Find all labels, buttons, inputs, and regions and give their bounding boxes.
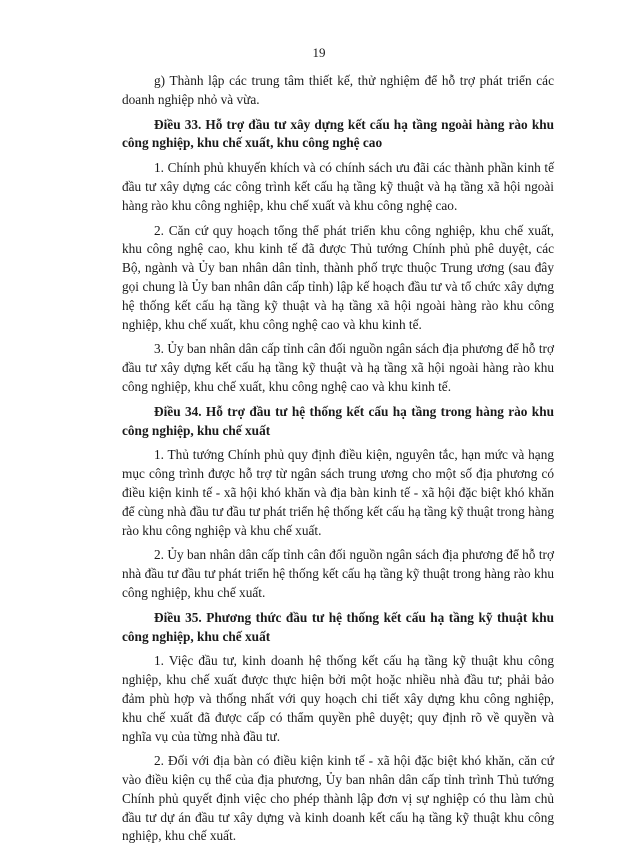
article-33-clause-1: 1. Chính phủ khuyến khích và có chính sách ưu đãi các thành phần kinh tế đầu tư xây dựng các công trình kết cấu hạ tầng kỹ thuật và hạ tầng xã hội ngoài hàng rào khu công nghiệp, khu chế xuất và khu công nghệ cao. — [122, 160, 554, 213]
article-34-clause-1: 1. Thủ tướng Chính phủ quy định điều kiện, nguyên tắc, hạn mức và hạng mục công trình được hỗ trợ từ ngân sách trung ương cho một số địa phương có điều kiện kinh tế - xã hội khó khăn và địa bàn kinh tế - xã hội đặc biệt khó khăn để cùng nhà đầu tư đầu tư phát triển hệ thống kết cấu hạ tầng kỹ thuật trong hàng rào khu công nghiệp và khu chế xuất. — [122, 447, 554, 538]
article-33-clause-2: 2. Căn cứ quy hoạch tổng thể phát triển khu công nghiệp, khu chế xuất, khu công nghệ cao, khu kinh tế đã được Thủ tướng Chính phủ phê duyệt, các Bộ, ngành và Ủy ban nhân dân tỉnh, thành phố trực thuộc Trung ương (sau đây gọi chung là Ủy ban nhân dân cấp tỉnh) lập kế hoạch đầu tư và tổ chức xây dựng hệ thống kết cấu hạ tầng kỹ thuật và hạ tầng xã hội ngoài hàng rào khu công nghiệp, khu chế xuất, khu công nghệ cao và khu kinh tế. — [122, 222, 554, 332]
article-33-heading: Điều 33. Hỗ trợ đầu tư xây dựng kết cấu hạ tầng ngoài hàng rào khu công nghiệp, khu chế xuất, khu công nghệ cao — [122, 116, 554, 151]
paragraph-g: g) Thành lập các trung tâm thiết kế, thử nghiệm để hỗ trợ phát triển các doanh nghiệp nhỏ và vừa. — [122, 73, 554, 107]
document-body — [122, 72, 554, 852]
article-35-clause-2: 2. Đối với địa bàn có điều kiện kinh tế - xã hội đặc biệt khó khăn, căn cứ vào điều kiện cụ thể của địa phương, Ủy ban nhân dân cấp tỉnh trình Thủ tướng Chính phủ quyết định việc cho phép thành lập đơn vị sự nghiệp có thu làm chủ đầu tư dự án đầu tư xây dựng và kinh doanh kết cấu hạ tầng kỹ thuật khu công nghiệp, khu chế xuất. — [122, 753, 554, 844]
page-number: 19 — [312, 45, 326, 60]
article-34-clause-2: 2. Ủy ban nhân dân cấp tỉnh cân đối nguồn ngân sách địa phương để hỗ trợ nhà đầu tư đầu tư phát triển hệ thống kết cấu hạ tầng kỹ thuật trong hàng rào khu công nghiệp, khu chế xuất. — [122, 547, 554, 600]
article-33-clause-3: 3. Ủy ban nhân dân cấp tỉnh cân đối nguồn ngân sách địa phương để hỗ trợ đầu tư xây dựng kết cấu hạ tầng kỹ thuật và hạ tầng xã hội ngoài hàng rào khu công nghiệp, khu chế xuất, khu công nghệ cao và khu kinh tế. — [122, 341, 554, 394]
article-34-heading: Điều 34. Hỗ trợ đầu tư hệ thống kết cấu hạ tầng trong hàng rào khu công nghiệp, khu chế xuất — [122, 403, 554, 438]
article-35-heading: Điều 35. Phương thức đầu tư hệ thống kết cấu hạ tầng kỹ thuật khu công nghiệp, khu chế xuất — [122, 609, 554, 644]
article-35-clause-1: 1. Việc đầu tư, kinh doanh hệ thống kết cấu hạ tầng kỹ thuật khu công nghiệp, khu chế xuất được thực hiện bởi một hoặc nhiều nhà đầu tư; phải bảo đảm phù hợp và thống nhất với quy hoạch chi tiết xây dựng khu công nghiệp, khu chế xuất đã được cấp có thẩm quyền phê duyệt; quy định rõ về quyền và nghĩa vụ của từng nhà đầu tư. — [122, 653, 554, 744]
